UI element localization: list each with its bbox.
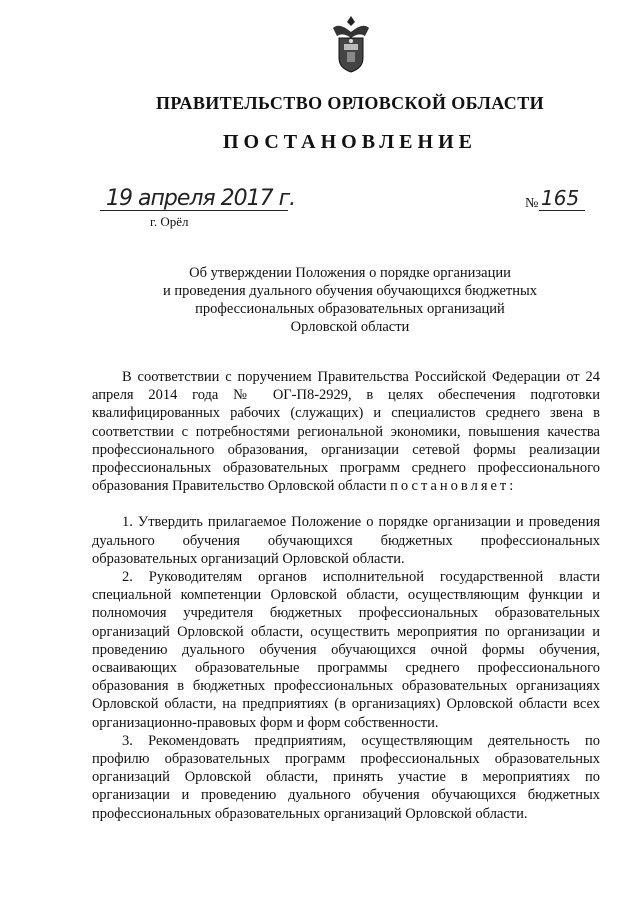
date-underline xyxy=(100,210,288,211)
city-label: г. Орёл xyxy=(150,214,189,229)
number-sign: № xyxy=(525,196,539,211)
document-subject xyxy=(100,264,600,336)
document-type-title: ПОСТАНОВЛЕНИЕ xyxy=(223,131,477,153)
document-body xyxy=(92,368,600,823)
item-paragraph-2: 2. Руководителям органов исполнительной государственной власти специальной компетенции Орловской области, осуществляющим функции и полномочия учредителя бюджетных профессиональных образовательных организаций Орловской области, осуществить мероприятия по организации и проведению дуального обучения обучающихся очной формы обучения, осваивающих образовательные программы среднего профессионального образования в бюджетных профессиональных образовательных организациях Орловской области, на предприятиях (в организациях) Орловской области всех организационно-правовых форм и форм собственности. xyxy=(92,569,600,731)
subject-line: и проведения дуального обучения обучающихся бюджетных xyxy=(162,283,538,299)
item-paragraph-3: 3. Рекомендовать предприятиям, осуществляющим деятельность по профилю образовательных программ профессиональных образовательных организаций Орловской области, принять участие в мероприятиях по организации и проведению дуального обучения обучающихся бюджетных профессиональных образовательных организаций Орловской области. xyxy=(92,732,600,822)
subject-line: Орловской области xyxy=(290,319,410,335)
handwritten-number: 165 xyxy=(541,186,580,210)
item-paragraph-1: 1. Утвердить прилагаемое Положение о порядке организации и проведения дуального обучения обучающихся бюджетных профессиональных образовательных организаций Орловской области. xyxy=(92,514,600,567)
number-underline xyxy=(539,210,585,211)
decree-word: постановляет: xyxy=(390,478,517,495)
subject-line: профессиональных образовательных организаций xyxy=(195,301,505,317)
coat-of-arms-icon xyxy=(329,14,373,76)
subject-line: Об утверждении Положения о порядке организации xyxy=(189,265,511,281)
handwritten-date: 19 апреля 2017 г. xyxy=(106,186,296,211)
preamble-text: В соответствии с поручением Правительства Российской Федерации от 24 апреля 2014 года № ОГ-П8-2929, в целях обеспечения подготовки квалифицированных рабочих (служащих) и специалистов среднего звена в соответствии с потребностями региональной экономики, повышения качества профессионального образования, организации сетевой формы реализации профессиональных образовательных программ среднего профессионального образования Правительство Орловской области xyxy=(92,369,600,495)
organization-title: ПРАВИТЕЛЬСТВО ОРЛОВСКОЙ ОБЛАСТИ xyxy=(155,93,545,113)
preamble-paragraph xyxy=(92,368,600,495)
